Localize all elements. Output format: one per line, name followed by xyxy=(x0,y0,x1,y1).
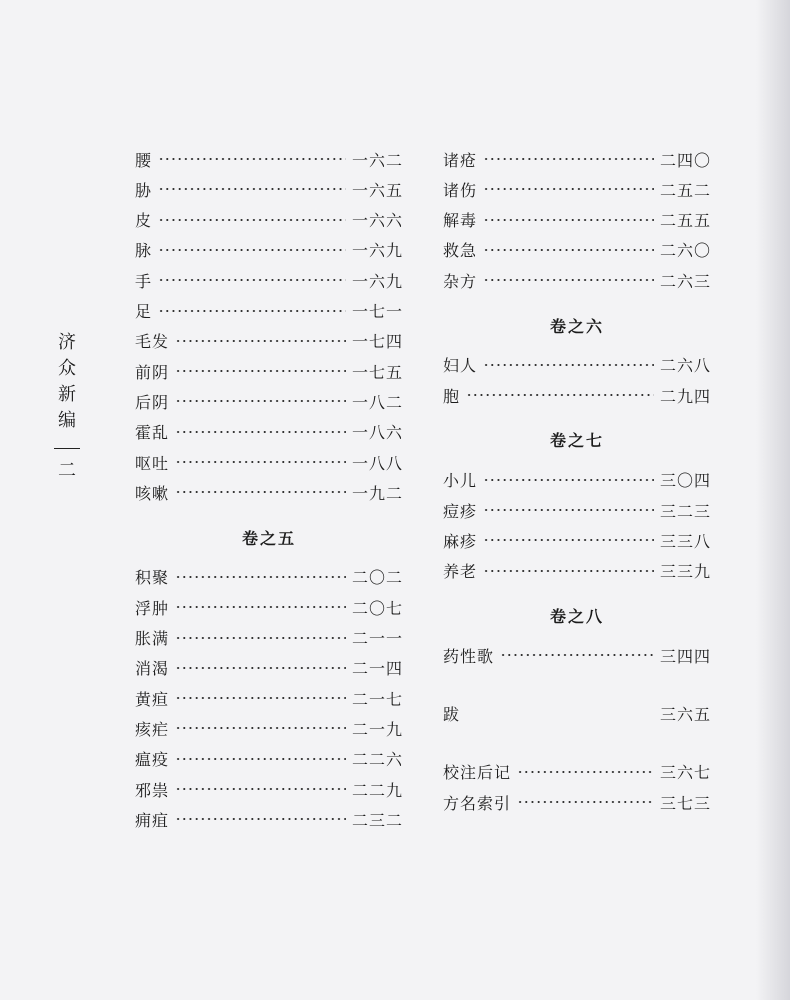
toc-entry-page: 二六三 xyxy=(659,271,711,291)
toc-entry-title: 毛发 xyxy=(135,332,170,352)
dot-leader xyxy=(175,757,346,761)
dot-leader xyxy=(483,363,654,367)
toc-entry-title: 救急 xyxy=(443,241,478,261)
toc-entry-page: 二三二 xyxy=(351,810,403,830)
dot-leader xyxy=(175,605,346,609)
dot-leader xyxy=(175,490,346,494)
dot-leader xyxy=(158,278,346,282)
toc-entry[interactable] xyxy=(443,496,711,524)
toc-entry[interactable] xyxy=(443,466,711,494)
toc-entry[interactable] xyxy=(135,684,403,712)
toc-entry-title: 手 xyxy=(135,271,153,291)
toc-entry[interactable] xyxy=(443,381,711,409)
toc-entry-title: 药性歌 xyxy=(443,646,495,666)
dot-leader xyxy=(175,696,346,700)
toc-entry-page: 一六六 xyxy=(351,211,403,231)
side-title-char: 编 xyxy=(58,410,76,431)
toc-entry-title: 瘟疫 xyxy=(135,750,170,770)
side-title-divider xyxy=(54,448,80,449)
toc-entry[interactable] xyxy=(443,266,711,294)
toc-entry-title: 消渴 xyxy=(135,659,170,679)
dot-leader xyxy=(466,393,654,397)
toc-entry-page: 二九四 xyxy=(659,386,711,406)
toc-entry[interactable] xyxy=(135,266,403,294)
toc-entry-page: 三六五 xyxy=(659,705,711,724)
dot-leader xyxy=(158,248,346,252)
toc-entry-title: 腰 xyxy=(135,150,153,170)
toc-entry[interactable] xyxy=(443,351,711,379)
dot-leader xyxy=(175,787,346,791)
toc-entry-page: 二五二 xyxy=(659,180,711,200)
toc-entry-title: 诸伤 xyxy=(443,180,478,200)
toc-entry[interactable] xyxy=(135,805,403,833)
toc-entry-title: 杂方 xyxy=(443,271,478,291)
toc-entry-page: 一八二 xyxy=(351,392,403,412)
toc-entry-page: 一六九 xyxy=(351,271,403,291)
toc-entry-title: 痈疽 xyxy=(135,810,170,830)
toc-entry[interactable] xyxy=(443,758,711,786)
toc-entry-page: 三四四 xyxy=(659,646,711,666)
toc-entry-page: 二六〇 xyxy=(659,241,711,261)
toc-entry-title: 跋 xyxy=(443,705,461,724)
toc-entry[interactable] xyxy=(443,236,711,264)
side-title-char: 新 xyxy=(58,384,76,405)
toc-entry-page: 三三八 xyxy=(659,531,711,551)
page-number: 二 xyxy=(58,460,76,481)
toc-entry[interactable] xyxy=(135,593,403,621)
toc-entry-title: 小儿 xyxy=(443,471,478,491)
toc-entry-title: 诸疮 xyxy=(443,150,478,170)
toc-entry[interactable] xyxy=(443,175,711,203)
toc-entry-title: 皮 xyxy=(135,211,153,231)
dot-leader xyxy=(483,278,654,282)
toc-entry[interactable] xyxy=(135,206,403,234)
dot-leader xyxy=(483,187,654,191)
toc-entry[interactable] xyxy=(443,557,711,585)
dot-leader xyxy=(175,339,346,343)
page-edge-shadow xyxy=(756,0,790,1000)
toc-entry[interactable] xyxy=(443,206,711,234)
toc-entry-page: 二二六 xyxy=(351,750,403,770)
toc-entry-page: 二一四 xyxy=(351,659,403,679)
toc-entry[interactable] xyxy=(135,387,403,415)
toc-entry-page: 二〇七 xyxy=(351,598,403,618)
toc-entry-title: 妇人 xyxy=(443,356,478,376)
toc-entry-page: 二六八 xyxy=(659,356,711,376)
toc-entry[interactable] xyxy=(135,418,403,446)
dot-leader xyxy=(175,369,346,373)
toc-entry-title: 解毒 xyxy=(443,211,478,231)
toc-entry-title: 麻疹 xyxy=(443,531,478,551)
dot-leader xyxy=(483,218,654,222)
toc-entry[interactable] xyxy=(443,526,711,554)
toc-entry-page: 一六二 xyxy=(351,150,403,170)
dot-leader xyxy=(158,218,346,222)
dot-leader xyxy=(483,508,654,512)
volume-heading: 卷之八 xyxy=(549,606,604,626)
toc-entry[interactable] xyxy=(135,297,403,325)
toc-entry-title: 霍乱 xyxy=(135,423,170,443)
dot-leader xyxy=(483,569,654,573)
dot-leader xyxy=(175,726,346,730)
toc-entry-page: 一八六 xyxy=(351,423,403,443)
dot-leader xyxy=(175,460,346,464)
toc-entry-title: 后阴 xyxy=(135,392,170,412)
toc-entry-page: 二五五 xyxy=(659,211,711,231)
toc-entry-title: 痘疹 xyxy=(443,501,478,521)
toc-entry-title: 痎疟 xyxy=(135,719,170,739)
toc-entry-title: 呕吐 xyxy=(135,453,170,473)
toc-entry-title: 胞 xyxy=(443,386,461,406)
toc-entry-page: 二一七 xyxy=(351,689,403,709)
dot-leader xyxy=(175,636,346,640)
dot-leader xyxy=(158,157,346,161)
toc-entry[interactable] xyxy=(135,357,403,385)
toc-entry-title: 方名索引 xyxy=(443,793,512,813)
toc-entry-title: 胁 xyxy=(135,180,153,200)
dot-leader xyxy=(175,575,346,579)
toc-entry-page: 二一一 xyxy=(351,629,403,648)
toc-entry-title: 校注后记 xyxy=(443,763,512,783)
toc-entry-page: 三三九 xyxy=(659,562,711,582)
side-running-title xyxy=(54,330,80,483)
toc-entry[interactable] xyxy=(135,327,403,355)
dot-leader xyxy=(466,712,654,716)
toc-entry-title: 胀满 xyxy=(135,629,170,648)
dot-leader xyxy=(483,538,654,542)
dot-leader xyxy=(175,430,346,434)
toc-entry-title: 黄疸 xyxy=(135,689,170,709)
toc-entry-page: 二四〇 xyxy=(659,150,711,170)
toc-entry[interactable] xyxy=(135,448,403,476)
toc-entry-page: 二〇二 xyxy=(351,568,403,588)
dot-leader xyxy=(158,187,346,191)
toc-entry-page: 一八八 xyxy=(351,453,403,473)
side-title-char: 济 xyxy=(58,332,76,353)
volume-heading: 卷之六 xyxy=(549,316,604,336)
toc-entry-page: 二一九 xyxy=(351,719,403,739)
toc-entry[interactable] xyxy=(135,745,403,773)
toc-entry[interactable] xyxy=(443,145,711,173)
dot-leader xyxy=(175,399,346,403)
toc-entry[interactable] xyxy=(443,641,711,669)
dot-leader xyxy=(517,770,654,774)
toc-entry-page: 一九二 xyxy=(351,483,403,503)
toc-entry[interactable] xyxy=(135,654,403,682)
toc-entry-title: 脉 xyxy=(135,241,153,261)
toc-entry[interactable] xyxy=(135,145,403,173)
toc-entry[interactable] xyxy=(135,714,403,742)
toc-entry[interactable] xyxy=(135,563,403,591)
volume-heading: 卷之七 xyxy=(549,431,604,451)
dot-leader xyxy=(175,817,346,821)
toc-entry[interactable] xyxy=(135,624,403,652)
toc-entry-page: 三二三 xyxy=(659,501,711,521)
toc-entry-page: 三〇四 xyxy=(659,471,711,491)
toc-entry-title: 咳嗽 xyxy=(135,483,170,503)
toc-entry[interactable] xyxy=(135,236,403,264)
toc-entry-page: 一七一 xyxy=(351,302,403,321)
dot-leader xyxy=(158,309,346,313)
toc-entry[interactable] xyxy=(443,788,711,816)
toc-entry-title: 足 xyxy=(135,302,153,321)
toc-entry-page: 一六九 xyxy=(351,241,403,261)
toc-entry-title: 浮肿 xyxy=(135,598,170,618)
side-title-char: 众 xyxy=(58,358,76,379)
toc-entry-page: 一七五 xyxy=(351,362,403,382)
toc-entry-page: 二二九 xyxy=(351,780,403,800)
dot-leader xyxy=(517,800,654,804)
dot-leader xyxy=(175,666,346,670)
toc-entry[interactable] xyxy=(443,700,711,728)
toc-entry-page: 三六七 xyxy=(659,763,711,783)
dot-leader xyxy=(500,653,654,657)
dot-leader xyxy=(483,157,654,161)
volume-heading: 卷之五 xyxy=(241,528,296,548)
toc-entry-title: 养老 xyxy=(443,562,478,582)
toc-entry[interactable] xyxy=(135,775,403,803)
dot-leader xyxy=(483,478,654,482)
toc-entry-title: 积聚 xyxy=(135,568,170,588)
toc-entry[interactable] xyxy=(135,478,403,506)
toc-entry-page: 一七四 xyxy=(351,332,403,352)
toc-entry[interactable] xyxy=(135,175,403,203)
toc-entry-title: 邪祟 xyxy=(135,780,170,800)
toc-entry-page: 三七三 xyxy=(659,793,711,813)
toc-entry-title: 前阴 xyxy=(135,362,170,382)
dot-leader xyxy=(483,248,654,252)
toc-entry-page: 一六五 xyxy=(351,180,403,200)
